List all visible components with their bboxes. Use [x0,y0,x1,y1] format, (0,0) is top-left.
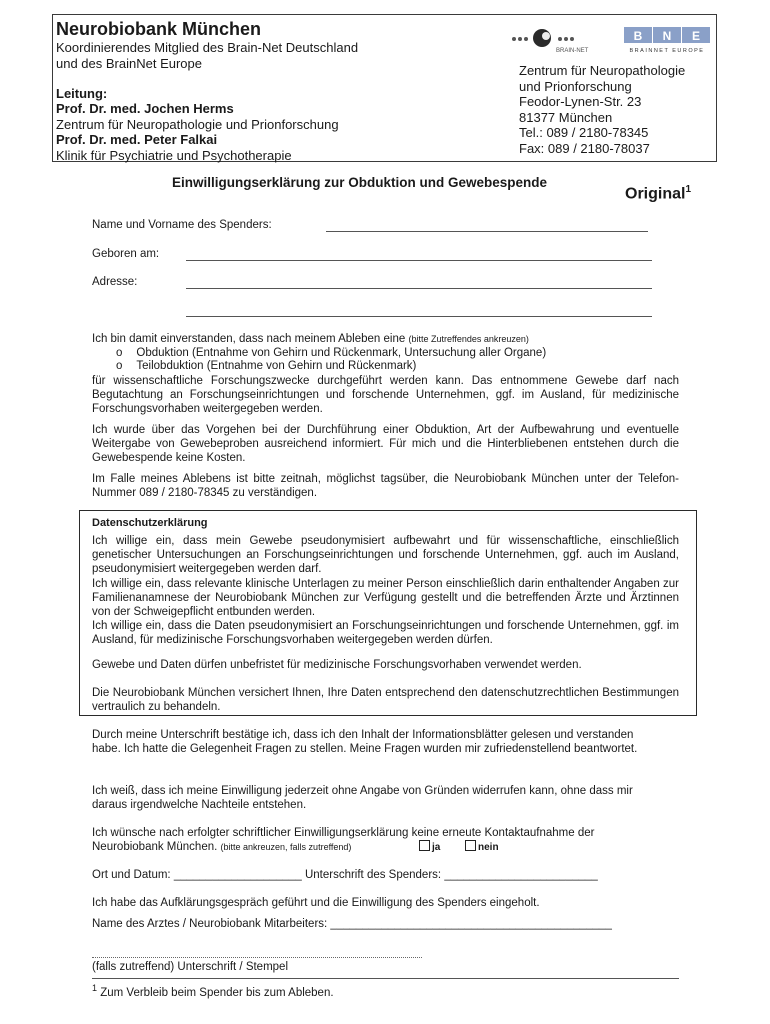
footnote-mark: 1 [92,983,98,993]
brain-net-logo-text: BRAIN-NET [556,48,589,54]
original-label: Original$^1$ [625,184,692,203]
option-teilobduktion-label: Teilobduktion (Entnahme von Gehirn und Rückenmark) [136,360,417,372]
consent-paragraph-3: Im Falle meines Ablebens ist bitte zeitnah, möglichst tagsüber, die Neurobiobank München unter der Telefon-Nummer 089 / 2180-78345 zu verständigen. [92,473,679,499]
director-1: Prof. Dr. med. Jochen Herms [56,101,234,116]
consent-paragraph-2: Ich wurde über das Vorgehen bei der Durchführung einer Obduktion, Art der Aufbewahrung und eventuelle Weitergabe von Gewebeproben ausreichend informiert. Für mich und die Hinterbliebenen entstehen durch die Gewebespende keine Kosten. [92,424,679,464]
option-teilobduktion-bullet: o [116,360,123,372]
director-2: Prof. Dr. med. Peter Falkai [56,132,218,147]
closing-paragraph-2: Ich weiß, dass ich meine Einwilligung jederzeit ohne Angabe von Gründen widerrufen kann, ohne dass mir daraus irgendwelche Nachteile entstehen. [92,785,633,811]
doctor-name-field[interactable]: ____________________________________________ [330,918,612,930]
consent-intro-note: (bitte Zutreffendes ankreuzen) [408,334,529,344]
privacy-paragraph-4: Gewebe und Daten dürfen unbefristet für medizinische Forschungsvorhaben verwendet werden. [92,659,582,671]
consent-intro: Ich bin damit einverstanden, dass nach meinem Ableben eine (bitte Zutreffendes ankreuzen) [92,333,529,345]
stamp-label: (falls zutreffend) Unterschrift / Stempel [92,961,288,973]
brainnet-europe-logo [622,26,712,54]
logo2-letter-n: N [662,29,672,43]
logo2-subtext: BRAINNET EUROPE [629,48,705,54]
org-subtitle-2: und des BrainNet Europe [56,56,202,71]
address-label: Adresse: [92,276,138,288]
address-street: Feodor-Lynen-Str. 23 [519,94,642,109]
footnote [92,981,334,1000]
address-fax: Fax: 089 / 2180-78037 [519,141,650,156]
birth-date-label: Geboren am: [92,248,160,260]
brain-net-logo [508,26,603,54]
privacy-paragraph-2: Ich willige ein, dass relevante klinische Unterlagen zu meiner Person einschließlich darin enthaltender Angaben zur Familienanamnese der Neurobiobank München zur Verfügung gestellt und die betreffenden Ärzte und Ärztinnen von der Schweigepflicht entbunden werden. [92,578,679,618]
footnote-divider [92,978,679,979]
org-title: Neurobiobank München [56,19,262,39]
donor-signature-label: Unterschrift des Spenders: [304,869,442,881]
contact-yes-label: ja [432,842,441,853]
doctor-name-label: Name des Arztes / Neurobiobank Mitarbeiters: [92,918,328,930]
address-phone: Tel.: 089 / 2180-78345 [519,125,649,140]
address-field-2[interactable] [186,303,652,317]
footnote-text: Zum Verbleib beim Spender bis zum Ableben. [100,986,334,999]
option-obduktion[interactable] [116,346,546,360]
privacy-paragraph-3: Ich willige ein, dass die Daten pseudonymisiert an Forschungseinrichtungen und forschende Unternehmen, ggf. im Ausland, für medizinische Forschungsvorhaben weitergegeben werden dürfen. [92,620,679,646]
option-teilobduktion[interactable] [116,359,416,373]
contact-yes-checkbox[interactable] [419,840,440,855]
option-obduktion-label: Obduktion (Entnahme von Gehirn und Rückenmark, Untersuchung aller Organe) [136,347,547,359]
place-date-field[interactable]: ____________________ [173,869,302,881]
contact-no-label: nein [478,842,499,853]
privacy-paragraph-1: Ich willige ein, dass mein Gewebe pseudonymisiert aufbewahrt und für wissenschaftliche, einschließlich genetischer Untersuchungen an Forschungseinrichtungen und forschende Unternehmen, ggf. auch im Ausland, pseudonymisiert weitergegeben werden darf. [92,535,679,575]
option-obduktion-bullet: o [116,347,123,359]
closing-paragraph-1: Durch meine Unterschrift bestätige ich, dass ich den Inhalt der Informationsblätter gelesen und verstanden habe. Ich hatte die Gelegenheit Fragen zu stellen. Meine Fragen wurden mir zufriedenstellend beantwortet. [92,729,638,755]
closing-paragraph-4: Ich habe das Aufklärungsgespräch geführt und die Einwilligung des Spenders eingeholt. [92,897,540,909]
address-line-2: und Prionforschung [519,79,632,94]
director-2-affiliation: Klinik für Psychiatrie und Psychotherapie [56,148,292,163]
document-title: Einwilligungserklärung zur Obduktion und Gewebespende [172,175,548,190]
privacy-paragraph-5: Die Neurobiobank München versichert Ihnen, Ihre Daten entsprechend den datenschutzrechtlichen Bestimmungen vertraulich zu behandeln. [92,687,679,713]
address-line-1: Zentrum für Neuropathologie [519,63,686,78]
stamp-signature-line[interactable] [92,957,422,958]
org-subtitle-1: Koordinierendes Mitglied des Brain-Net Deutschland [56,40,359,55]
closing-paragraph-3a: Ich wünsche nach erfolgter schriftlicher Einwilligungserklärung keine erneute Kontaktaufnahme der [92,827,595,839]
consent-paragraph-1: für wissenschaftliche Forschungszwecke durchgeführt werden kann. Das entnommene Gewebe darf nach Begutachtung an Forschungseinrichtungen und forschende Unternehmen, ggf. im Ausland, für medizinische Forschungsvorhaben weitergegeben werden. [92,375,679,415]
contact-checkbox-note: (bitte ankreuzen, falls zutreffend) [220,842,352,852]
address-field-1[interactable] [186,275,652,289]
place-date-row [92,868,598,882]
contact-no-checkbox[interactable] [465,840,499,855]
director-1-affiliation: Zentrum für Neuropathologie und Prionforschung [56,117,339,132]
leitung-label: Leitung: [56,86,108,101]
logo2-letter-b: B [633,29,643,43]
donor-signature-field[interactable]: ________________________ [444,869,598,881]
checkbox-icon[interactable] [419,840,430,851]
privacy-heading: Datenschutzerklärung [92,517,208,529]
logo2-letter-e: E [691,29,701,43]
original-footnote-mark: 1 [685,184,692,195]
birth-date-field[interactable] [186,247,652,261]
doctor-row [92,917,612,931]
closing-paragraph-3b: Neurobiobank München. (bitte ankreuzen, falls zutreffend) [92,841,352,853]
donor-name-field[interactable] [326,218,648,232]
donor-name-label: Name und Vorname des Spenders: [92,219,272,231]
place-date-label: Ort und Datum: [92,869,171,881]
address-city: 81377 München [519,110,613,125]
checkbox-icon[interactable] [465,840,476,851]
